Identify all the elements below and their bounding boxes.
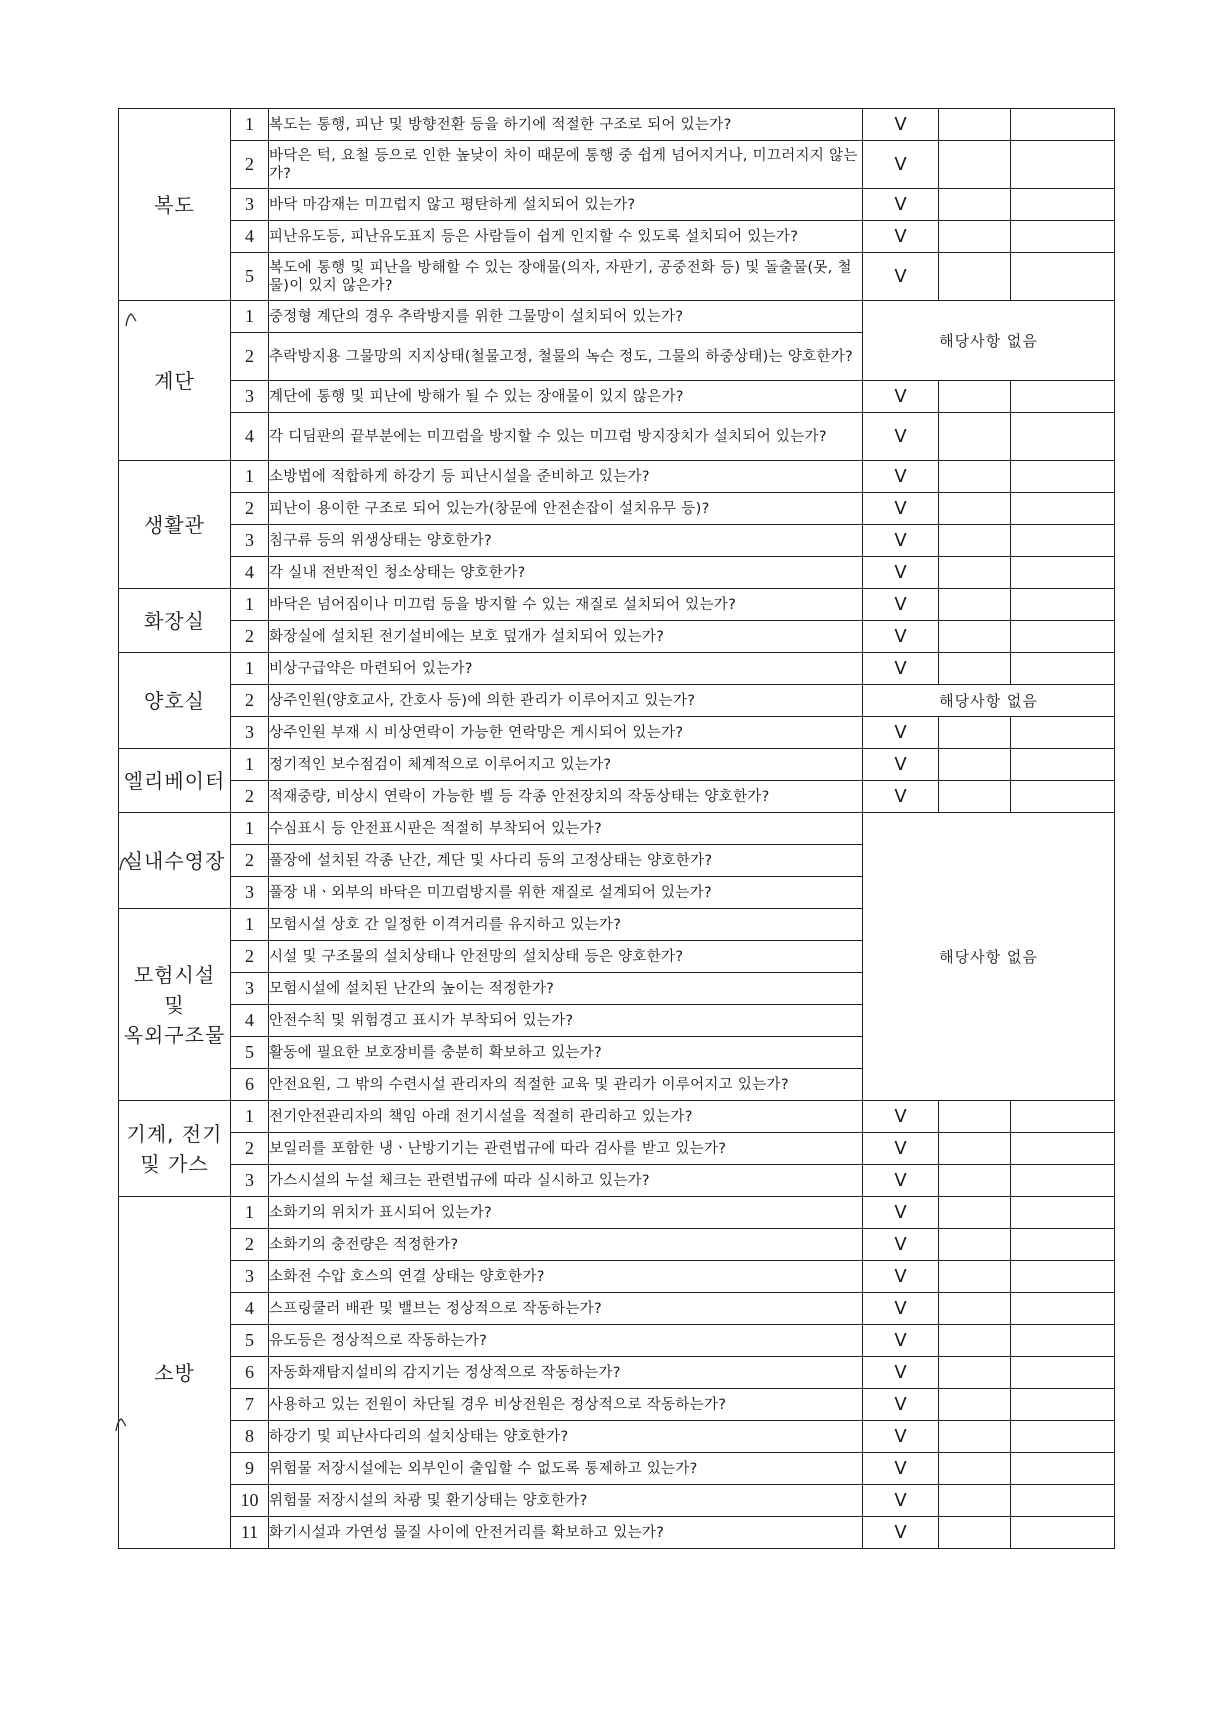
check-remark-cell[interactable] [1011, 621, 1115, 653]
question-text: 상주인원(양호교사, 간호사 등)에 의한 관리가 이루어지고 있는가? [269, 685, 863, 717]
item-number: 1 [231, 749, 269, 781]
check-remark-cell[interactable] [1011, 589, 1115, 621]
check-yes-cell[interactable]: V [863, 1165, 939, 1197]
question-text: 전기안전관리자의 책임 아래 전기시설을 적절히 관리하고 있는가? [269, 1101, 863, 1133]
check-yes-cell[interactable]: V [863, 557, 939, 589]
question-text: 스프링쿨러 배관 및 밸브는 정상적으로 작동하는가? [269, 1293, 863, 1325]
question-text: 바닥은 턱, 요철 등으로 인한 높낮이 차이 때문에 통행 중 쉽게 넘어지거나, 미끄러지지 않는가? [269, 141, 863, 189]
item-number: 3 [231, 877, 269, 909]
check-yes-cell[interactable]: V [863, 253, 939, 301]
check-yes-cell[interactable]: V [863, 1485, 939, 1517]
check-no-cell[interactable] [939, 1197, 1011, 1229]
safety-checklist-table [118, 108, 1115, 1549]
check-remark-cell[interactable] [1011, 253, 1115, 301]
question-text: 소방법에 적합하게 하강기 등 피난시설을 준비하고 있는가? [269, 461, 863, 493]
category-restroom: 화장실 [119, 589, 231, 653]
question-text: 피난이 용이한 구조로 되어 있는가(창문에 안전손잡이 설치유무 등)? [269, 493, 863, 525]
check-remark-cell[interactable] [1011, 493, 1115, 525]
category-line: 및 [164, 992, 185, 1017]
not-applicable-cell: 해당사항 없음 [863, 685, 1115, 717]
check-yes-cell[interactable]: V [863, 1197, 939, 1229]
category-line: 옥외구조물 [123, 1022, 226, 1047]
table-row [119, 1325, 1115, 1357]
check-remark-cell[interactable] [1011, 1421, 1115, 1453]
question-text: 풀장에 설치된 각종 난간, 계단 및 사다리 등의 고정상태는 양호한가? [269, 845, 863, 877]
check-no-cell[interactable] [939, 781, 1011, 813]
table-row [119, 1485, 1115, 1517]
item-number: 2 [231, 845, 269, 877]
check-no-cell[interactable] [939, 1229, 1011, 1261]
check-no-cell[interactable] [939, 1101, 1011, 1133]
item-number: 2 [231, 1133, 269, 1165]
table-row [119, 109, 1115, 141]
item-number: 2 [231, 1229, 269, 1261]
check-remark-cell[interactable] [1011, 1229, 1115, 1261]
question-text: 계단에 통행 및 피난에 방해가 될 수 있는 장애물이 있지 않은가? [269, 381, 863, 413]
item-number: 4 [231, 1293, 269, 1325]
question-text: 피난유도등, 피난유도표지 등은 사람들이 쉽게 인지할 수 있도록 설치되어 있는가? [269, 221, 863, 253]
question-text: 바닥 마감재는 미끄럽지 않고 평탄하게 설치되어 있는가? [269, 189, 863, 221]
table-row [119, 557, 1115, 589]
category-dormitory: 생활관 [119, 461, 231, 589]
check-no-cell[interactable] [939, 493, 1011, 525]
check-remark-cell[interactable] [1011, 109, 1115, 141]
category-adventure-facility [119, 909, 231, 1101]
item-number: 9 [231, 1453, 269, 1485]
check-no-cell[interactable] [939, 1261, 1011, 1293]
check-yes-cell[interactable]: V [863, 781, 939, 813]
item-number: 4 [231, 557, 269, 589]
table-row [119, 189, 1115, 221]
item-number: 5 [231, 1037, 269, 1069]
item-number: 11 [231, 1517, 269, 1549]
check-yes-cell[interactable]: V [863, 1101, 939, 1133]
check-remark-cell[interactable] [1011, 557, 1115, 589]
question-text: 상주인원 부재 시 비상연락이 가능한 연락망은 게시되어 있는가? [269, 717, 863, 749]
not-applicable-cell: 해당사항 없음 [863, 301, 1115, 381]
item-number: 1 [231, 461, 269, 493]
check-remark-cell[interactable] [1011, 1357, 1115, 1389]
check-no-cell[interactable] [939, 1133, 1011, 1165]
item-number: 1 [231, 589, 269, 621]
table-row [119, 717, 1115, 749]
check-no-cell[interactable] [939, 1357, 1011, 1389]
check-remark-cell[interactable] [1011, 189, 1115, 221]
item-number: 2 [231, 621, 269, 653]
check-no-cell[interactable] [939, 253, 1011, 301]
question-text: 소화기의 위치가 표시되어 있는가? [269, 1197, 863, 1229]
question-text: 보일러를 포함한 냉ㆍ난방기기는 관련법규에 따라 검사를 받고 있는가? [269, 1133, 863, 1165]
check-yes-cell[interactable]: V [863, 653, 939, 685]
question-text: 복도에 통행 및 피난을 방해할 수 있는 장애물(의자, 자판기, 공중전화 등) 및 돌출물(못, 철물)이 있지 않은가? [269, 253, 863, 301]
check-remark-cell[interactable] [1011, 525, 1115, 557]
item-number: 3 [231, 973, 269, 1005]
check-yes-cell[interactable]: V [863, 589, 939, 621]
table-row [119, 493, 1115, 525]
table-row [119, 381, 1115, 413]
table-row [119, 749, 1115, 781]
check-no-cell[interactable] [939, 525, 1011, 557]
check-no-cell[interactable] [939, 1165, 1011, 1197]
check-remark-cell[interactable] [1011, 653, 1115, 685]
table-row [119, 1165, 1115, 1197]
check-remark-cell[interactable] [1011, 1101, 1115, 1133]
question-text: 추락방지용 그물망의 지지상태(철물고정, 철물의 녹슨 정도, 그물의 하중상태)는 양호한가? [269, 333, 863, 381]
question-text: 위험물 저장시설의 차광 및 환기상태는 양호한가? [269, 1485, 863, 1517]
category-fire-safety: 소방 [119, 1197, 231, 1549]
item-number: 5 [231, 253, 269, 301]
check-remark-cell[interactable] [1011, 381, 1115, 413]
item-number: 3 [231, 1261, 269, 1293]
check-yes-cell[interactable]: V [863, 461, 939, 493]
check-yes-cell[interactable]: V [863, 1293, 939, 1325]
check-yes-cell[interactable]: V [863, 1421, 939, 1453]
item-number: 2 [231, 141, 269, 189]
check-no-cell[interactable] [939, 1421, 1011, 1453]
check-yes-cell[interactable]: V [863, 1133, 939, 1165]
check-remark-cell[interactable] [1011, 1293, 1115, 1325]
question-text: 수심표시 등 안전표시판은 적절히 부착되어 있는가? [269, 813, 863, 845]
item-number: 2 [231, 781, 269, 813]
category-infirmary: 양호실 [119, 653, 231, 749]
question-text: 모험시설에 설치된 난간의 높이는 적정한가? [269, 973, 863, 1005]
check-yes-cell[interactable]: V [863, 525, 939, 557]
question-text: 각 디딤판의 끝부분에는 미끄럼을 방지할 수 있는 미끄럼 방지장치가 설치되어 있는가? [269, 413, 863, 461]
item-number: 6 [231, 1357, 269, 1389]
not-applicable-cell: 해당사항 없음 [863, 813, 1115, 1101]
question-text: 화기시설과 가연성 물질 사이에 안전거리를 확보하고 있는가? [269, 1517, 863, 1549]
category-stairs: 계단 [119, 301, 231, 461]
check-no-cell[interactable] [939, 621, 1011, 653]
question-text: 각 실내 전반적인 청소상태는 양호한가? [269, 557, 863, 589]
check-yes-cell[interactable]: V [863, 1453, 939, 1485]
table-row [119, 1357, 1115, 1389]
check-remark-cell[interactable] [1011, 1165, 1115, 1197]
check-no-cell[interactable] [939, 189, 1011, 221]
item-number: 3 [231, 1165, 269, 1197]
pen-mark-icon [124, 312, 138, 328]
item-number: 5 [231, 1325, 269, 1357]
check-no-cell[interactable] [939, 1485, 1011, 1517]
check-no-cell[interactable] [939, 1517, 1011, 1549]
pen-mark-icon [114, 1417, 128, 1433]
check-remark-cell[interactable] [1011, 1197, 1115, 1229]
item-number: 1 [231, 653, 269, 685]
check-no-cell[interactable] [939, 653, 1011, 685]
table-row [119, 1421, 1115, 1453]
item-number: 1 [231, 301, 269, 333]
category-machinery-electric-gas [119, 1101, 231, 1197]
check-remark-cell[interactable] [1011, 1325, 1115, 1357]
category-line: 모험시설 [133, 962, 216, 987]
check-yes-cell[interactable]: V [863, 221, 939, 253]
question-text: 비상구급약은 마련되어 있는가? [269, 653, 863, 685]
item-number: 1 [231, 813, 269, 845]
question-text: 정기적인 보수점검이 체계적으로 이루어지고 있는가? [269, 749, 863, 781]
table-row [119, 525, 1115, 557]
check-remark-cell[interactable] [1011, 1453, 1115, 1485]
check-yes-cell[interactable]: V [863, 381, 939, 413]
question-text: 소화전 수압 호스의 연결 상태는 양호한가? [269, 1261, 863, 1293]
check-yes-cell[interactable]: V [863, 141, 939, 189]
category-elevator: 엘리베이터 [119, 749, 231, 813]
item-number: 1 [231, 109, 269, 141]
item-number: 8 [231, 1421, 269, 1453]
check-no-cell[interactable] [939, 1293, 1011, 1325]
check-yes-cell[interactable]: V [863, 109, 939, 141]
table-row [119, 301, 1115, 333]
category-line: 기계, 전기 [126, 1121, 223, 1146]
category-indoor-pool: 실내수영장 [119, 813, 231, 909]
check-remark-cell[interactable] [1011, 1517, 1115, 1549]
check-yes-cell[interactable]: V [863, 413, 939, 461]
check-yes-cell[interactable]: V [863, 1357, 939, 1389]
question-text: 침구류 등의 위생상태는 양호한가? [269, 525, 863, 557]
category-line: 및 가스 [140, 1151, 209, 1176]
table-row [119, 813, 1115, 845]
item-number: 10 [231, 1485, 269, 1517]
question-text: 소화기의 충전량은 적정한가? [269, 1229, 863, 1261]
check-remark-cell[interactable] [1011, 1133, 1115, 1165]
check-remark-cell[interactable] [1011, 413, 1115, 461]
item-number: 2 [231, 333, 269, 381]
check-no-cell[interactable] [939, 381, 1011, 413]
table-row [119, 781, 1115, 813]
table-row [119, 653, 1115, 685]
item-number: 1 [231, 909, 269, 941]
check-no-cell[interactable] [939, 717, 1011, 749]
question-text: 유도등은 정상적으로 작동하는가? [269, 1325, 863, 1357]
table-row [119, 1261, 1115, 1293]
question-text: 하강기 및 피난사다리의 설치상태는 양호한가? [269, 1421, 863, 1453]
item-number: 4 [231, 1005, 269, 1037]
table-row [119, 141, 1115, 189]
check-yes-cell[interactable]: V [863, 493, 939, 525]
check-no-cell[interactable] [939, 461, 1011, 493]
item-number: 7 [231, 1389, 269, 1421]
question-text: 안전요원, 그 밖의 수련시설 관리자의 적절한 교육 및 관리가 이루어지고 있는가? [269, 1069, 863, 1101]
table-row [119, 1197, 1115, 1229]
item-number: 3 [231, 189, 269, 221]
check-remark-cell[interactable] [1011, 1261, 1115, 1293]
question-text: 풀장 내ㆍ외부의 바닥은 미끄럼방지를 위한 재질로 설계되어 있는가? [269, 877, 863, 909]
item-number: 3 [231, 381, 269, 413]
check-no-cell[interactable] [939, 221, 1011, 253]
check-yes-cell[interactable]: V [863, 717, 939, 749]
category-corridor: 복도 [119, 109, 231, 301]
item-number: 4 [231, 413, 269, 461]
table-row [119, 221, 1115, 253]
question-text: 화장실에 설치된 전기설비에는 보호 덮개가 설치되어 있는가? [269, 621, 863, 653]
question-text: 시설 및 구조물의 설치상태나 안전망의 설치상태 등은 양호한가? [269, 941, 863, 973]
check-remark-cell[interactable] [1011, 141, 1115, 189]
check-no-cell[interactable] [939, 109, 1011, 141]
check-no-cell[interactable] [939, 141, 1011, 189]
question-text: 위험물 저장시설에는 외부인이 출입할 수 없도록 통제하고 있는가? [269, 1453, 863, 1485]
question-text: 가스시설의 누설 체크는 관련법규에 따라 실시하고 있는가? [269, 1165, 863, 1197]
table-row [119, 1133, 1115, 1165]
check-remark-cell[interactable] [1011, 749, 1115, 781]
table-row [119, 1229, 1115, 1261]
check-no-cell[interactable] [939, 413, 1011, 461]
question-text: 모험시설 상호 간 일정한 이격거리를 유지하고 있는가? [269, 909, 863, 941]
check-remark-cell[interactable] [1011, 1485, 1115, 1517]
check-no-cell[interactable] [939, 557, 1011, 589]
item-number: 2 [231, 493, 269, 525]
table-row [119, 461, 1115, 493]
table-row [119, 1101, 1115, 1133]
item-number: 3 [231, 525, 269, 557]
question-text: 복도는 통행, 피난 및 방향전환 등을 하기에 적절한 구조로 되어 있는가? [269, 109, 863, 141]
question-text: 중정형 계단의 경우 추락방지를 위한 그물망이 설치되어 있는가? [269, 301, 863, 333]
table-row [119, 253, 1115, 301]
check-yes-cell[interactable]: V [863, 1325, 939, 1357]
check-yes-cell[interactable]: V [863, 189, 939, 221]
item-number: 6 [231, 1069, 269, 1101]
question-text: 바닥은 넘어짐이나 미끄럼 등을 방지할 수 있는 재질로 설치되어 있는가? [269, 589, 863, 621]
table-row [119, 685, 1115, 717]
item-number: 1 [231, 1101, 269, 1133]
check-yes-cell[interactable]: V [863, 1229, 939, 1261]
question-text: 활동에 필요한 보호장비를 충분히 확보하고 있는가? [269, 1037, 863, 1069]
item-number: 2 [231, 685, 269, 717]
item-number: 1 [231, 1197, 269, 1229]
table-row [119, 1517, 1115, 1549]
question-text: 자동화재탐지설비의 감지기는 정상적으로 작동하는가? [269, 1357, 863, 1389]
item-number: 4 [231, 221, 269, 253]
table-row [119, 621, 1115, 653]
check-yes-cell[interactable]: V [863, 1389, 939, 1421]
question-text: 안전수칙 및 위험경고 표시가 부착되어 있는가? [269, 1005, 863, 1037]
check-no-cell[interactable] [939, 1325, 1011, 1357]
check-yes-cell[interactable]: V [863, 1517, 939, 1549]
check-no-cell[interactable] [939, 749, 1011, 781]
table-row [119, 413, 1115, 461]
check-no-cell[interactable] [939, 589, 1011, 621]
item-number: 3 [231, 717, 269, 749]
check-remark-cell[interactable] [1011, 221, 1115, 253]
question-text: 적재중량, 비상시 연락이 가능한 벨 등 각종 안전장치의 작동상태는 양호한가? [269, 781, 863, 813]
question-text: 사용하고 있는 전원이 차단될 경우 비상전원은 정상적으로 작동하는가? [269, 1389, 863, 1421]
pen-mark-icon [118, 856, 132, 872]
table-row [119, 589, 1115, 621]
check-yes-cell[interactable]: V [863, 621, 939, 653]
check-yes-cell[interactable]: V [863, 749, 939, 781]
check-no-cell[interactable] [939, 1453, 1011, 1485]
table-row [119, 1293, 1115, 1325]
item-number: 2 [231, 941, 269, 973]
check-yes-cell[interactable]: V [863, 1261, 939, 1293]
table-row [119, 1389, 1115, 1421]
check-remark-cell[interactable] [1011, 461, 1115, 493]
check-remark-cell[interactable] [1011, 1389, 1115, 1421]
check-remark-cell[interactable] [1011, 717, 1115, 749]
check-remark-cell[interactable] [1011, 781, 1115, 813]
table-row [119, 1453, 1115, 1485]
check-no-cell[interactable] [939, 1389, 1011, 1421]
